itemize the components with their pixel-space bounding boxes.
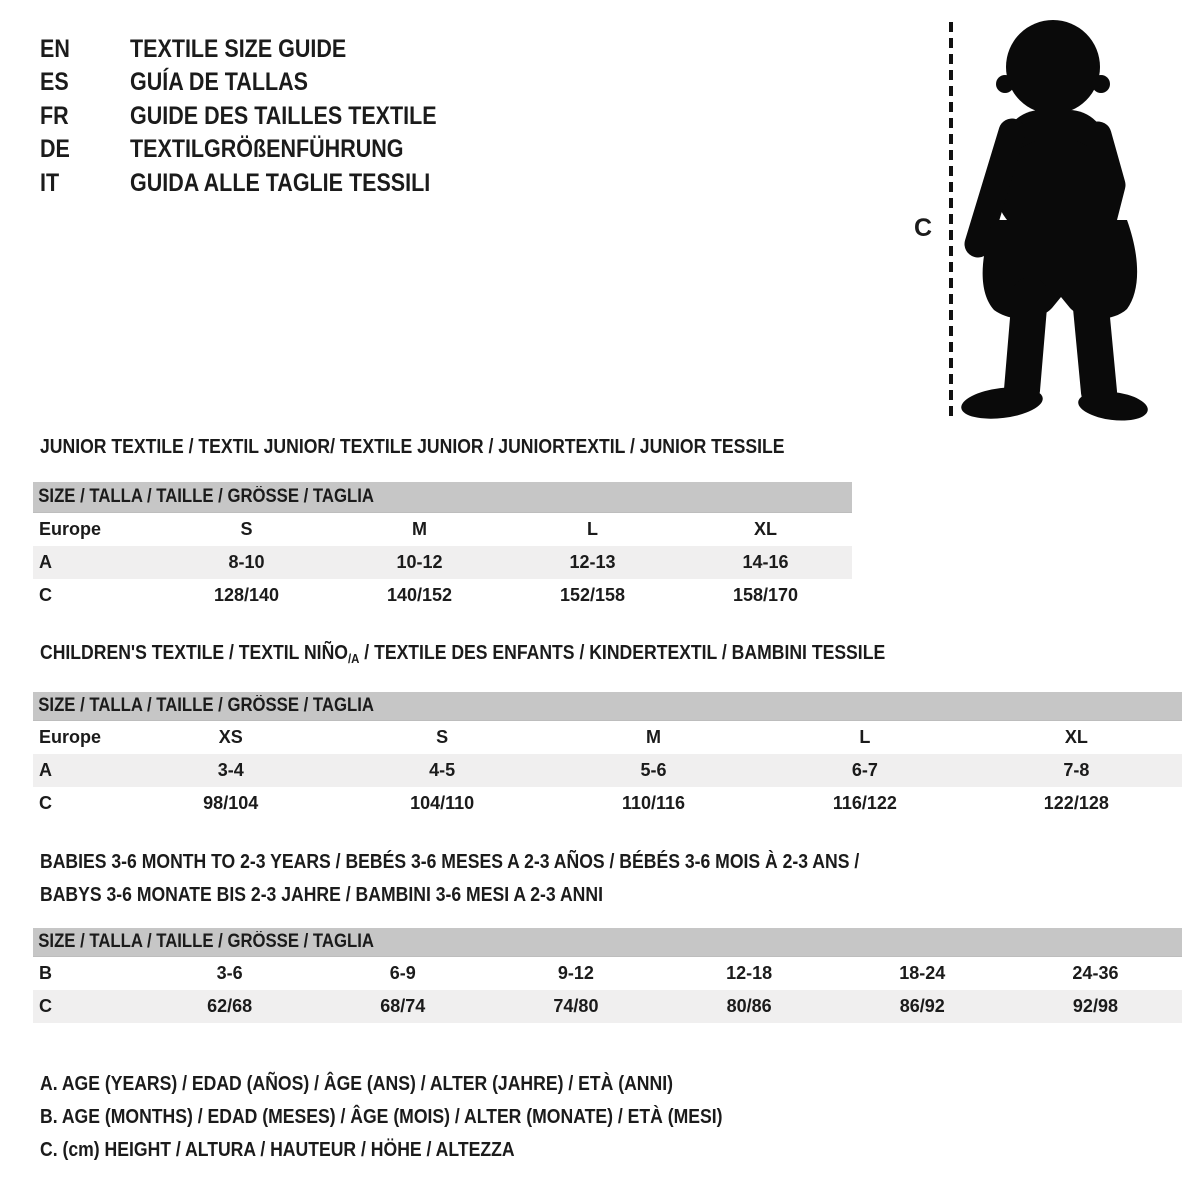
table-cell: 116/122 (832, 793, 897, 813)
size-bar (33, 692, 1182, 721)
babies-section-heading: BABIES 3-6 MONTH TO 2-3 YEARS / BEBÉS 3-6 MESES A 2-3 AÑOS / BÉBÉS 3-6 MOIS À 2-3 ANS / BABYS 3-6 MONATE BIS 2-3 JAHRE / BAMBINI 3-6 MESI A 2-3 ANNI (40, 851, 860, 906)
table-cell: 80/86 (726, 996, 772, 1016)
row-label: A (39, 552, 52, 572)
table-cell: 12-18 (726, 963, 773, 983)
table-cell: 24-36 (1072, 963, 1119, 983)
height-figure (900, 10, 1190, 430)
table-row-height (33, 787, 1182, 820)
legend-line-a: A. AGE (YEARS) / EDAD (AÑOS) / ÂGE (ANS) / ALTER (JAHRE) / ETÀ (ANNI) (40, 1073, 673, 1095)
table-cell: 122/128 (1043, 793, 1109, 813)
babies-size-table (33, 928, 1182, 1023)
language-row-fr (40, 100, 487, 133)
table-cell: 5-6 (640, 760, 667, 780)
table-cell: 6-9 (389, 963, 416, 983)
table-cell: 92/98 (1072, 996, 1118, 1016)
junior-section-heading: JUNIOR TEXTILE / TEXTIL JUNIOR/ TEXTILE JUNIOR / JUNIORTEXTIL / JUNIOR TESSILE (40, 436, 785, 458)
legend-line-c: C. (cm) HEIGHT / ALTURA / HAUTEUR / HÖHE / ALTEZZA (40, 1139, 515, 1161)
children-size-table (33, 692, 1182, 820)
heading-subscript: /A (347, 651, 360, 666)
size-header: M (412, 519, 427, 539)
language-code: IT (40, 168, 60, 197)
language-code: DE (40, 135, 70, 164)
table-cell: 110/116 (621, 793, 686, 813)
table-cell: 128/140 (213, 585, 280, 605)
size-bar (33, 482, 852, 513)
table-cell: 68/74 (380, 996, 426, 1016)
table-cell: 74/80 (553, 996, 599, 1016)
table-cell: 10-12 (396, 552, 443, 572)
table-row-sizes (33, 721, 1182, 754)
size-bar-label: SIZE / TALLA / TAILLE / GRÖSSE / TAGLIA (38, 931, 374, 952)
row-label: C (39, 793, 52, 813)
row-label: C (39, 585, 52, 605)
toddler-body (959, 20, 1149, 424)
table-cell: 98/104 (203, 793, 259, 813)
table-cell: 14-16 (742, 552, 789, 572)
table-cell: 12-13 (569, 552, 616, 572)
language-title: TEXTILGRÖßENFÜHRUNG (130, 135, 404, 164)
size-header: S (240, 519, 253, 539)
size-header: M (646, 727, 662, 747)
size-bar (33, 928, 1182, 957)
size-bar-label: SIZE / TALLA / TAILLE / GRÖSSE / TAGLIA (38, 695, 374, 716)
table-cell: 62/68 (207, 996, 253, 1016)
table-cell: 18-24 (899, 963, 946, 983)
table-cell: 104/110 (410, 793, 475, 813)
language-row-de (40, 133, 487, 166)
row-label: C (39, 996, 52, 1016)
junior-size-table (33, 482, 852, 612)
language-title: GUIDE DES TAILLES TEXTILE (130, 101, 437, 130)
table-cell: 152/158 (559, 585, 626, 605)
size-header: XS (218, 727, 243, 747)
language-row-en (40, 33, 487, 66)
table-row-age (33, 546, 852, 579)
table-cell: 8-10 (228, 552, 265, 572)
toddler-silhouette (900, 10, 1190, 430)
table-cell: 6-7 (851, 760, 878, 780)
table-row-height (33, 579, 852, 612)
row-label: A (39, 760, 52, 780)
language-code: FR (40, 101, 69, 130)
table-cell: 9-12 (557, 963, 594, 983)
size-header: S (436, 727, 449, 747)
table-row-height (33, 990, 1182, 1023)
language-list (40, 33, 487, 200)
language-code: EN (40, 35, 70, 63)
size-header: L (587, 519, 598, 539)
table-cell: 86/92 (899, 996, 945, 1016)
region-label: Europe (39, 727, 102, 747)
height-measure-label: C (914, 214, 933, 242)
table-cell: 3-6 (216, 963, 243, 983)
table-cell: 7-8 (1063, 760, 1090, 780)
region-label: Europe (39, 519, 102, 539)
table-cell: 140/152 (386, 585, 453, 605)
table-cell: 158/170 (732, 585, 799, 605)
language-row-it (40, 167, 487, 200)
size-header: L (859, 727, 871, 747)
language-title: TEXTILE SIZE GUIDE (130, 35, 347, 63)
measure-legend (40, 1068, 816, 1167)
legend-line-b: B. AGE (MONTHS) / EDAD (MESES) / ÂGE (MOIS) / ALTER (MONATE) / ETÀ (MESI) (40, 1106, 723, 1128)
language-row-es (40, 66, 487, 99)
language-code: ES (40, 68, 69, 97)
language-title: GUIDA ALLE TAGLIE TESSILI (130, 168, 431, 197)
children-section-heading: CHILDREN'S TEXTILE / TEXTIL $NIÑO_{/A}$ / TEXTILE DES ENFANTS / KINDERTEXTIL / BAMBINI TESSILE (40, 642, 886, 666)
table-row-months (33, 957, 1182, 990)
table-cell: 3-4 (217, 760, 244, 780)
table-row-age (33, 754, 1182, 787)
row-label: B (39, 963, 52, 983)
table-row-sizes (33, 513, 852, 546)
language-title: GUÍA DE TALLAS (130, 68, 308, 97)
size-bar-label: SIZE / TALLA / TAILLE / GRÖSSE / TAGLIA (38, 486, 374, 507)
table-cell: 4-5 (429, 760, 456, 780)
size-header: XL (753, 519, 777, 539)
size-header: XL (1064, 727, 1088, 747)
